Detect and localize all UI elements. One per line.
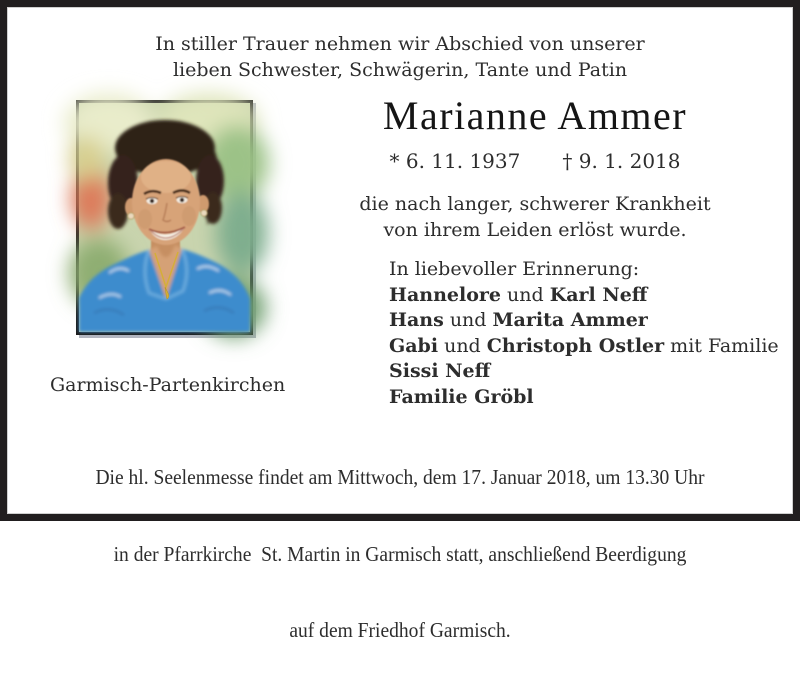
deceased-portrait-photo: [76, 100, 253, 335]
death-date: † 9. 1. 2018: [562, 149, 681, 173]
mourner-segment: und: [438, 334, 487, 357]
mourner-segment: mit Familie: [664, 334, 779, 357]
service-line-3: auf dem Friedhof Garmisch.: [289, 618, 511, 642]
mourner-segment: Hans: [389, 309, 444, 332]
deceased-name: Marianne Ammer: [382, 93, 688, 138]
mourner-line-5: [389, 385, 779, 411]
mourners-block: [389, 257, 779, 411]
place-name: Garmisch-Partenkirchen: [50, 374, 286, 396]
mourner-line-3: [389, 334, 779, 360]
birth-date: * 6. 11. 1937: [389, 149, 521, 173]
mourner-line-2: [389, 308, 779, 334]
notice-line-1: die nach langer, schwerer Krankheit: [359, 193, 711, 215]
mourner-segment: Hannelore: [389, 283, 501, 306]
portrait-illustration: [79, 103, 250, 332]
memorial-lines: [389, 283, 779, 411]
mourner-line-1: [389, 283, 779, 309]
mourner-segment: Marita Ammer: [492, 309, 648, 332]
notice-line-2: von ihrem Leiden erlöst wurde.: [383, 219, 687, 241]
mourner-segment: Familie Gröbl: [389, 385, 534, 408]
mourner-segment: Sissi Neff: [389, 360, 491, 383]
funeral-service-info: [35, 414, 766, 695]
mourner-segment: Gabi: [389, 334, 439, 357]
intro-line-1: In stiller Trauer nehmen wir Abschied von unserer: [155, 33, 645, 55]
memorial-heading: In liebevoller Erinnerung:: [389, 258, 640, 280]
death-notice-text: [350, 191, 720, 243]
service-line-2: in der Pfarrkirche St. Martin in Garmisch statt, anschließend Beerdigung: [113, 541, 687, 566]
intro-line-2: lieben Schwester, Schwägerin, Tante und Patin: [172, 59, 628, 81]
mourner-segment: Karl Neff: [549, 283, 648, 306]
mourner-segment: und: [500, 283, 550, 306]
mourner-line-4: [389, 359, 779, 385]
life-dates: [350, 148, 720, 174]
mourner-segment: und: [443, 309, 493, 332]
service-line-1: Die hl. Seelenmesse findet am Mittwoch, dem 17. Januar 2018, um 13.30 Uhr: [95, 465, 705, 489]
mourner-segment: Christoph Ostler: [486, 334, 665, 357]
